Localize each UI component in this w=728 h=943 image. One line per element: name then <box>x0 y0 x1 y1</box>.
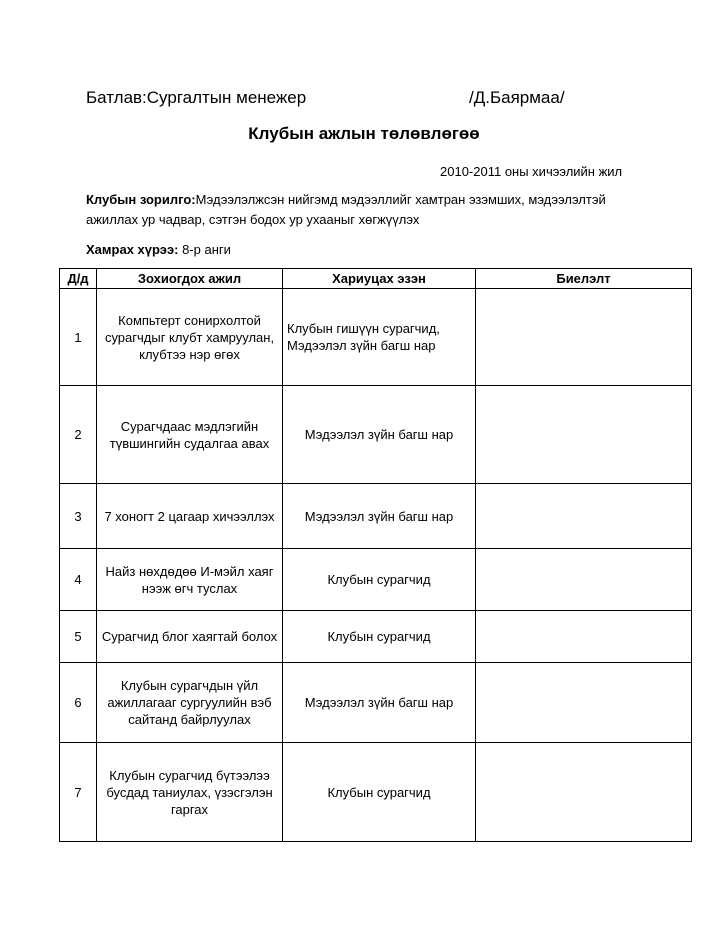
table-row <box>60 611 692 663</box>
row-task: Компьтерт сонирхолтой сурагчдыг клубт хамруулан, клубтээ нэр өгөх <box>97 289 283 386</box>
header-num: Д/д <box>60 269 97 289</box>
table-row <box>60 484 692 549</box>
goal-label: Клубын зорилго: <box>86 192 196 207</box>
row-task: 7 хоногт 2 цагаар хичээллэх <box>97 484 283 549</box>
page-title: Клубын ажлын төлөвлөгөө <box>248 124 480 143</box>
row-num: 1 <box>60 289 97 386</box>
table-row <box>60 386 692 484</box>
row-num: 4 <box>60 549 97 611</box>
header-task: Зохиогдох ажил <box>97 269 283 289</box>
row-responsible: Клубын сурагчид <box>283 611 476 663</box>
club-goal <box>86 190 606 230</box>
scope-label: Хамрах хүрээ: <box>86 242 179 257</box>
row-completion <box>476 386 692 484</box>
row-responsible: Клубын сурагчид <box>283 549 476 611</box>
table-row <box>60 743 692 842</box>
header-responsible: Хариуцах эзэн <box>283 269 476 289</box>
row-task: Клубын сурагчдын үйл ажиллагааг сургуулийн вэб сайтанд байрлуулах <box>97 663 283 743</box>
row-completion <box>476 289 692 386</box>
row-completion <box>476 743 692 842</box>
table-row <box>60 549 692 611</box>
row-task: Клубын сурагчид бүтээлээ бусдад таниулах, үзэсгэлэн гаргах <box>97 743 283 842</box>
table-row <box>60 663 692 743</box>
approve-name: /Д.Баярмаа/ <box>469 88 565 107</box>
table-row <box>60 289 692 386</box>
row-task: Найз нөхдөдөө И-мэйл хаяг нээж өгч туслах <box>97 549 283 611</box>
header-completion: Биелэлт <box>476 269 692 289</box>
row-responsible: Мэдээлэл зүйн багш нар <box>283 663 476 743</box>
row-num: 2 <box>60 386 97 484</box>
row-responsible: Клубын гишүүн сурагчид, Мэдээлэл зүйн багш нар <box>283 289 476 386</box>
approve-label: Батлав:Сургалтын менежер <box>86 88 307 107</box>
row-num: 6 <box>60 663 97 743</box>
club-scope <box>86 242 231 257</box>
scope-text: 8-р анги <box>178 242 231 257</box>
row-responsible: Мэдээлэл зүйн багш нар <box>283 484 476 549</box>
goal-text: Мэдээлэлжсэн нийгэмд мэдээллийг хамтран эзэмших, мэдээлэлтэй ажиллах ур чадвар, сэтгэн бодох ур ухааныг хөгжүүлэх <box>86 192 606 227</box>
row-completion <box>476 611 692 663</box>
plan-table <box>59 268 692 842</box>
row-num: 3 <box>60 484 97 549</box>
row-task: Сурагчдаас мэдлэгийн түвшингийн судалгаа авах <box>97 386 283 484</box>
row-completion <box>476 549 692 611</box>
row-responsible: Клубын сурагчид <box>283 743 476 842</box>
row-num: 7 <box>60 743 97 842</box>
row-num: 5 <box>60 611 97 663</box>
table-header-row <box>60 269 692 289</box>
row-completion <box>476 663 692 743</box>
row-task: Сурагчид блог хаягтай болох <box>97 611 283 663</box>
row-completion <box>476 484 692 549</box>
row-responsible: Мэдээлэл зүйн багш нар <box>283 386 476 484</box>
school-year: 2010-2011 оны хичээлийн жил <box>440 164 623 179</box>
